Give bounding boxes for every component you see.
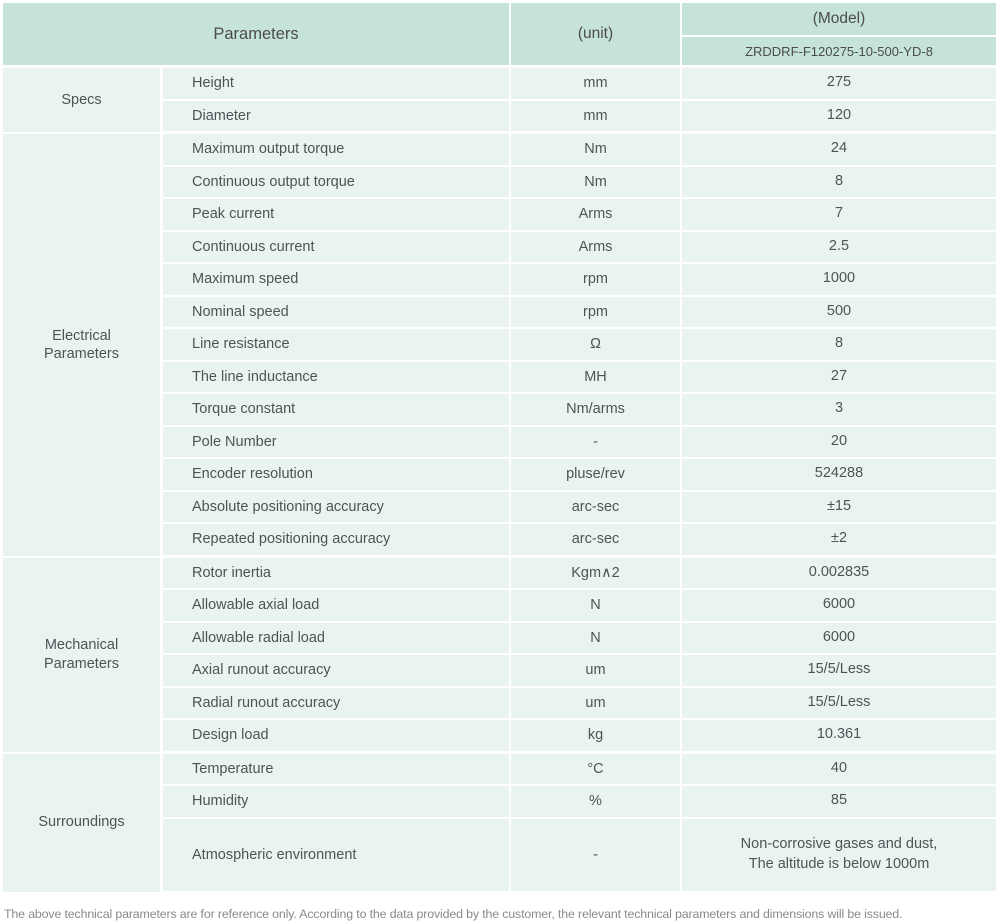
header-row-1: [3, 3, 996, 37]
unit-cell: N: [511, 590, 682, 623]
unit-cell: arc-sec: [511, 492, 682, 525]
model-number-cell: ZRDDRF-F120275-10-500-YD-8: [682, 37, 996, 68]
table-row: [3, 134, 996, 167]
model-header-cell: (Model): [682, 3, 996, 37]
value-cell: 120: [682, 101, 996, 135]
unit-cell: mm: [511, 101, 682, 135]
footer-note: The above technical parameters are for reference only. According to the data provided by the customer, the relevant technical parameters and dimensions will be issued.: [4, 906, 903, 921]
parameters-header-cell: Parameters: [3, 3, 511, 68]
unit-cell: Arms: [511, 199, 682, 232]
value-cell: 8: [682, 329, 996, 362]
value-cell: 40: [682, 754, 996, 787]
param-name-cell: Continuous output torque: [163, 167, 511, 200]
param-name-cell: Absolute positioning accuracy: [163, 492, 511, 525]
param-name-cell: Diameter: [163, 101, 511, 135]
unit-cell: kg: [511, 720, 682, 754]
param-name-cell: Encoder resolution: [163, 459, 511, 492]
specifications-table: [3, 3, 996, 894]
value-cell: 500: [682, 297, 996, 330]
value-cell: ±15: [682, 492, 996, 525]
value-cell: 10.361: [682, 720, 996, 754]
unit-cell: MH: [511, 362, 682, 395]
param-name-cell: The line inductance: [163, 362, 511, 395]
unit-cell: %: [511, 786, 682, 819]
unit-cell: -: [511, 427, 682, 460]
value-cell: 20: [682, 427, 996, 460]
unit-cell: rpm: [511, 264, 682, 297]
unit-cell: Ω: [511, 329, 682, 362]
value-cell: 2.5: [682, 232, 996, 265]
unit-cell: arc-sec: [511, 524, 682, 558]
value-cell: 8: [682, 167, 996, 200]
unit-cell: N: [511, 623, 682, 656]
param-name-cell: Humidity: [163, 786, 511, 819]
value-cell: 275: [682, 68, 996, 101]
param-name-cell: Torque constant: [163, 394, 511, 427]
param-name-cell: Peak current: [163, 199, 511, 232]
param-name-cell: Maximum output torque: [163, 134, 511, 167]
section-label: Mechanical Parameters: [3, 558, 163, 754]
unit-cell: Kgm∧2: [511, 558, 682, 591]
unit-cell: Nm: [511, 134, 682, 167]
value-cell: 7: [682, 199, 996, 232]
value-cell: 6000: [682, 623, 996, 656]
unit-cell: mm: [511, 68, 682, 101]
table-row: [3, 68, 996, 101]
param-name-cell: Maximum speed: [163, 264, 511, 297]
param-name-cell: Pole Number: [163, 427, 511, 460]
section-label: Specs: [3, 68, 163, 134]
param-name-cell: Height: [163, 68, 511, 101]
value-cell: ±2: [682, 524, 996, 558]
unit-cell: Nm/arms: [511, 394, 682, 427]
param-name-cell: Repeated positioning accuracy: [163, 524, 511, 558]
param-name-cell: Line resistance: [163, 329, 511, 362]
value-cell: 15/5/Less: [682, 655, 996, 688]
value-cell: 6000: [682, 590, 996, 623]
unit-cell: rpm: [511, 297, 682, 330]
table-body: [3, 68, 996, 894]
unit-cell: Nm: [511, 167, 682, 200]
param-name-cell: Design load: [163, 720, 511, 754]
table-row: [3, 754, 996, 787]
param-name-cell: Rotor inertia: [163, 558, 511, 591]
table-header: [3, 3, 996, 68]
param-name-cell: Temperature: [163, 754, 511, 787]
value-cell: 27: [682, 362, 996, 395]
param-name-cell: Atmospheric environment: [163, 819, 511, 894]
value-cell: 24: [682, 134, 996, 167]
unit-cell: um: [511, 655, 682, 688]
param-name-cell: Allowable axial load: [163, 590, 511, 623]
param-name-cell: Axial runout accuracy: [163, 655, 511, 688]
unit-cell: Arms: [511, 232, 682, 265]
unit-cell: um: [511, 688, 682, 721]
unit-cell: °C: [511, 754, 682, 787]
unit-cell: -: [511, 819, 682, 894]
value-cell: 0.002835: [682, 558, 996, 591]
param-name-cell: Allowable radial load: [163, 623, 511, 656]
value-cell: 3: [682, 394, 996, 427]
value-cell: Non-corrosive gases and dust, The altitude is below 1000m: [682, 819, 996, 894]
param-name-cell: Nominal speed: [163, 297, 511, 330]
param-name-cell: Radial runout accuracy: [163, 688, 511, 721]
value-cell: 15/5/Less: [682, 688, 996, 721]
value-cell: 85: [682, 786, 996, 819]
value-cell: 524288: [682, 459, 996, 492]
unit-cell: pluse/rev: [511, 459, 682, 492]
table-row: [3, 558, 996, 591]
unit-header-cell: (unit): [511, 3, 682, 68]
param-name-cell: Continuous current: [163, 232, 511, 265]
value-cell: 1000: [682, 264, 996, 297]
section-label: Electrical Parameters: [3, 134, 163, 558]
section-label: Surroundings: [3, 754, 163, 894]
